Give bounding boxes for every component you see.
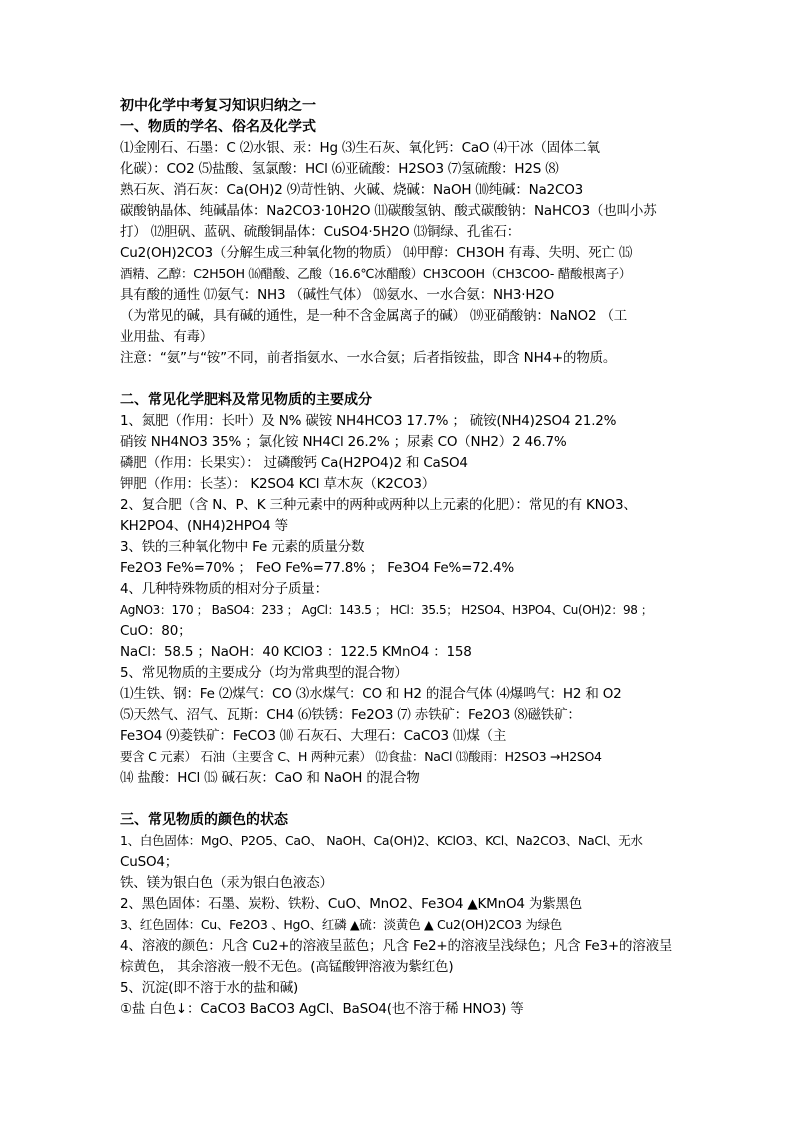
text-line: ⑴金刚石、石墨：C ⑵水银、汞：Hg ⑶生石灰、氧化钙：CaO ⑷干冰（固体二氧 — [120, 140, 600, 156]
text-line: Fe2O3 Fe%=70% ； FeO Fe%=77.8% ； Fe3O4 Fe%=72.4% — [120, 560, 515, 576]
section-2-heading: 二、常见化学肥料及常见物质的主要成分 — [120, 392, 372, 408]
text-line: AgNO3：170 ； BaSO4：233 ； AgCl：143.5 ； HCl：35.5； H2SO4、H3PO4、Cu(OH)2：98 ； — [120, 603, 653, 617]
text-line: 酒精、乙醇：C2H5OH ⒃醋酸、乙酸（16.6℃冰醋酸）CH3COOH（CH3COO- 醋酸根离子） — [120, 266, 632, 281]
text-line: 磷肥（作用：长果实）： 过磷酸钙 Ca(H2PO4)2 和 CaSO4 — [120, 455, 468, 471]
text-line: （为常见的碱，具有碱的通性，是一种不含金属离子的碱） ⒆亚硝酸钠：NaNO2 （工 — [120, 308, 628, 324]
text-line: 2、黑色固体：石墨、炭粉、铁粉、CuO、MnO2、Fe3O4 ▲KMnO4 为紫黑色 — [120, 896, 583, 912]
text-line: 4、几种特殊物质的相对分子质量： — [120, 581, 328, 597]
text-line: 5、常见物质的主要成分（均为常典型的混合物） — [120, 665, 408, 681]
text-line: 1、白色固体：MgO、P2O5、CaO、 NaOH、Ca(OH)2、KClO3、KCl、Na2CO3、NaCl、无水 — [120, 833, 643, 848]
text-line: 钾肥（作用：长茎）： K2SO4 KCl 草木灰（K2CO3） — [120, 476, 436, 492]
text-line: 碳酸钠晶体、纯碱晶体：Na2CO3·10H2O ⑾碳酸氢钠、酸式碳酸钠：NaHCO3（也叫小苏 — [120, 203, 657, 219]
text-line: 打） ⑿胆矾、蓝矾、硫酸铜晶体：CuSO4·5H2O ⒀铜绿、孔雀石： — [120, 224, 521, 240]
text-line: 5、沉淀(即不溶于水的盐和碱) — [120, 980, 299, 996]
document-title: 初中化学中考复习知识归纳之一 — [120, 98, 316, 114]
text-line: 1、氮肥（作用：长叶）及 N% 碳铵 NH4HCO3 17.7% ； 硫铵(NH4)2SO4 21.2% — [120, 413, 617, 429]
text-line: 铁、镁为银白色（汞为银白色液态） — [120, 875, 333, 891]
text-line: KH2PO4、(NH4)2HPO4 等 — [120, 518, 288, 534]
text-line: 熟石灰、消石灰：Ca(OH)2 ⑼苛性钠、火碱、烧碱：NaOH ⑽纯碱：Na2CO3 — [120, 182, 584, 198]
text-line: ⑴生铁、钢：Fe ⑵煤气：CO ⑶水煤气：CO 和 H2 的混合气体 ⑷爆鸣气：H2 和 O2 — [120, 686, 622, 702]
text-line: 3、铁的三种氧化物中 Fe 元素的质量分数 — [120, 539, 365, 555]
text-line: CuSO4； — [120, 854, 179, 870]
text-line: 3、红色固体：Cu、Fe2O3 、HgO、红磷 ▲硫：淡黄色 ▲ Cu2(OH)2CO3 为绿色 — [120, 917, 562, 932]
text-line: CuO：80； — [120, 623, 192, 639]
text-line: 棕黄色， 其余溶液一般不无色。(高锰酸钾溶液为紫红色) — [120, 959, 454, 975]
text-line: ①盐 白色↓：CaCO3 BaCO3 AgCl、BaSO4(也不溶于稀 HNO3) 等 — [120, 1001, 524, 1017]
text-line: 硝铵 NH4NO3 35% ；氯化铵 NH4Cl 26.2% ；尿素 CO（NH2）2 46.7% — [120, 434, 567, 450]
text-line: 具有酸的通性 ⒄氨气：NH3 （碱性气体） ⒅氨水、一水合氨：NH3·H2O — [120, 287, 555, 303]
text-line: 2、复合肥（含 N、P、K 三种元素中的两种或两种以上元素的化肥）：常见的有 KNO3、 — [120, 497, 637, 513]
section-1-heading: 一、物质的学名、俗名及化学式 — [120, 119, 316, 135]
section-3-heading: 三、常见物质的颜色的状态 — [120, 812, 288, 828]
note-line: 注意：“氨”与“铵”不同，前者指氨水、一水合氨；后者指铵盐，即含 NH4+的物质。 — [120, 350, 617, 366]
text-line: 4、溶液的颜色：凡含 Cu2+的溶液呈蓝色；凡含 Fe2+的溶液呈浅绿色；凡含 Fe3+的溶液呈 — [120, 938, 673, 954]
text-line: Cu2(OH)2CO3（分解生成三种氧化物的物质） ⒁甲醇：CH3OH 有毒、失明、死亡 ⒂ — [120, 245, 633, 261]
text-line: Fe3O4 ⑼菱铁矿：FeCO3 ⑽ 石灰石、大理石：CaCO3 ⑾煤（主 — [120, 728, 507, 744]
text-line: 化碳）：CO2 ⑸盐酸、氢氯酸：HCl ⑹亚硫酸：H2SO3 ⑺氢硫酸：H2S ⑻ — [120, 161, 559, 177]
text-line: NaCl：58.5 ；NaOH：40 KClO3 ：122.5 KMnO4 ：158 — [120, 644, 472, 660]
text-line: 要含 C 元素） 石油（主要含 C、H 两种元素） ⑿食盐：NaCl ⒀酸雨：H2SO3 →H2SO4 — [120, 749, 602, 764]
text-line: 业用盐、有毒） — [120, 329, 214, 345]
text-line: ⑸天然气、沼气、瓦斯：CH4 ⑹铁锈：Fe2O3 ⑺ 赤铁矿：Fe2O3 ⑻磁铁矿： — [120, 707, 581, 723]
text-line: ⒁ 盐酸：HCl ⒂ 碱石灰：CaO 和 NaOH 的混合物 — [120, 770, 420, 786]
